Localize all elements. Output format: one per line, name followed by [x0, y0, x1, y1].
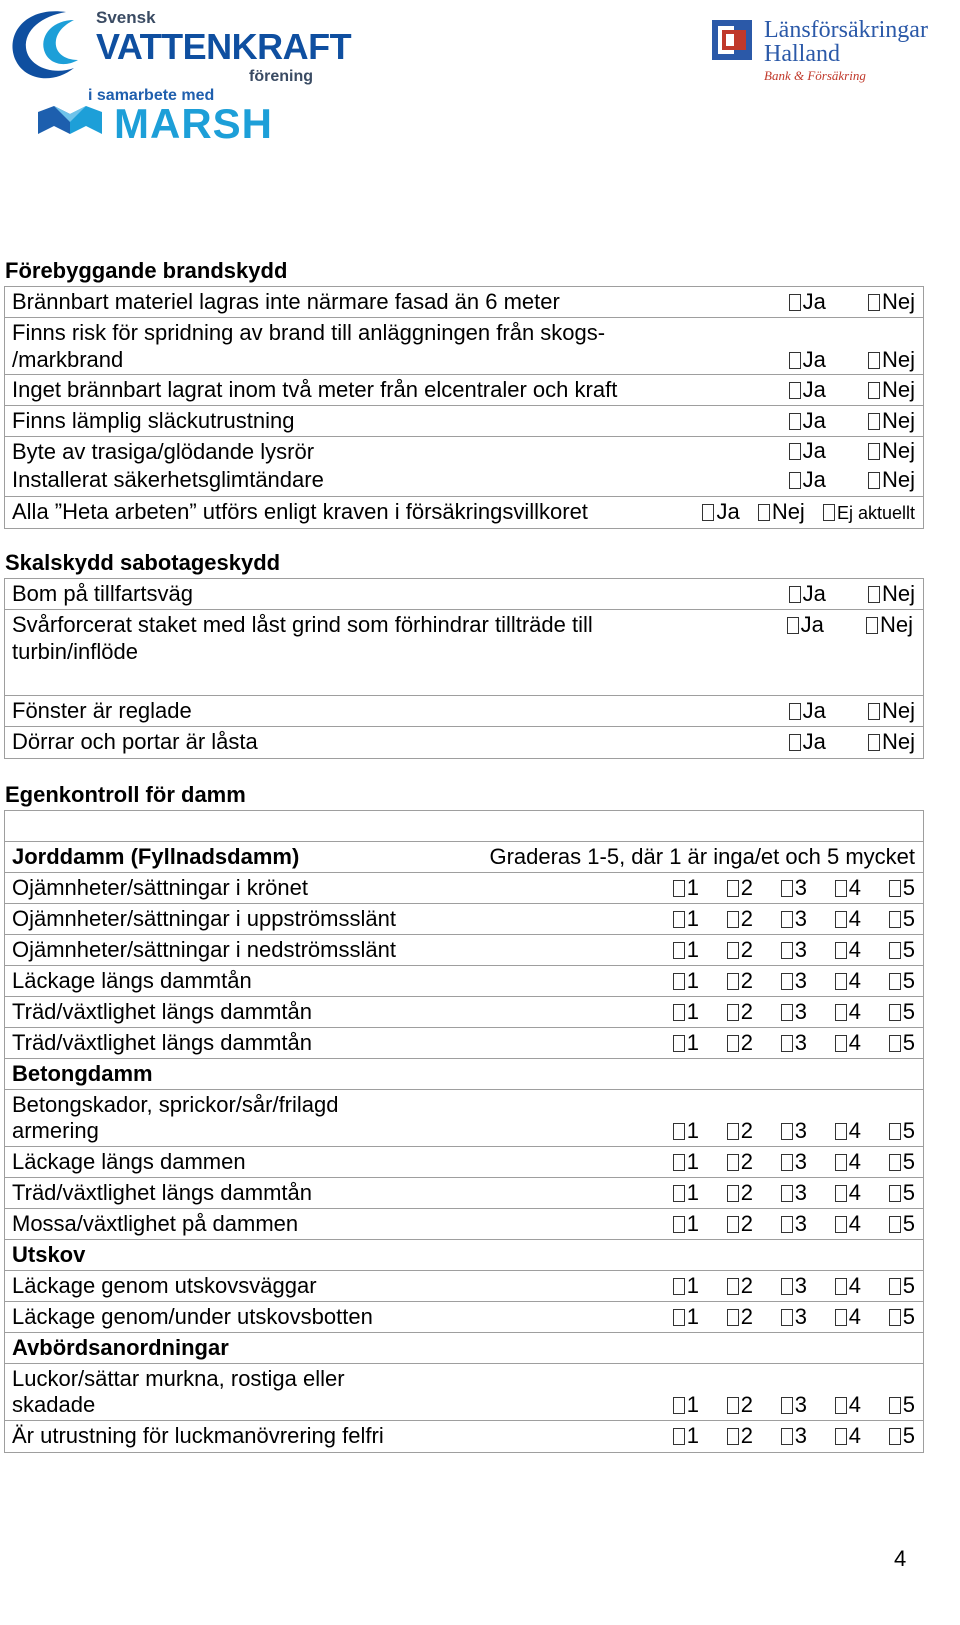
- option-ja[interactable]: Ja: [789, 376, 826, 404]
- scale-option-5[interactable]: 5: [861, 998, 915, 1026]
- scale-option-4[interactable]: 4: [807, 1148, 861, 1176]
- scale-option-1[interactable]: 1: [673, 1272, 699, 1300]
- scale-option-2[interactable]: 2: [699, 1303, 753, 1331]
- checkbox-icon[interactable]: [866, 617, 878, 634]
- option-ja[interactable]: Ja: [787, 611, 824, 639]
- scale-option-5[interactable]: 5: [861, 1117, 915, 1145]
- scale-option-3[interactable]: 3: [753, 1422, 807, 1450]
- checkbox-icon[interactable]: [673, 1185, 685, 1202]
- checkbox-icon[interactable]: [835, 1428, 847, 1445]
- table-row: [5, 1178, 923, 1209]
- table-row: [5, 873, 923, 904]
- scale-option-4[interactable]: 4: [807, 1303, 861, 1331]
- checkbox-icon[interactable]: [727, 880, 739, 897]
- option-nej[interactable]: Nej: [868, 407, 915, 435]
- row-label: Läckage längs dammtån: [12, 968, 252, 993]
- checkbox-icon[interactable]: [673, 880, 685, 897]
- scale-group: [673, 1148, 915, 1176]
- checkbox-icon[interactable]: [868, 352, 880, 369]
- table-spacer: [5, 811, 923, 842]
- scale-option-4[interactable]: 4: [807, 1391, 861, 1419]
- checkbox-icon[interactable]: [673, 942, 685, 959]
- scale-option-5[interactable]: 5: [861, 1148, 915, 1176]
- scale-option-3[interactable]: 3: [753, 1210, 807, 1238]
- row-label: Träd/växtlighet längs dammtån: [12, 1030, 312, 1055]
- option-nej[interactable]: Nej: [868, 376, 915, 404]
- table-row: [5, 1028, 923, 1059]
- scale-option-2[interactable]: 2: [699, 1029, 753, 1057]
- scale-option-5[interactable]: 5: [861, 905, 915, 933]
- checkbox-icon[interactable]: [781, 1154, 793, 1171]
- row-label-cont: skadade: [12, 1392, 96, 1417]
- checkbox-icon[interactable]: [868, 586, 880, 603]
- table-row: [5, 1302, 923, 1333]
- scale-option-4[interactable]: 4: [807, 1272, 861, 1300]
- checkbox-icon[interactable]: [673, 1004, 685, 1021]
- option-ja[interactable]: Ja: [789, 728, 826, 756]
- checkbox-icon[interactable]: [889, 1216, 901, 1233]
- scale-option-5[interactable]: 5: [861, 1179, 915, 1207]
- row-label: Betongskador, sprickor/sår/frilagd: [12, 1092, 339, 1117]
- scale-option-2[interactable]: 2: [699, 1272, 753, 1300]
- option-ja[interactable]: Ja: [789, 437, 826, 465]
- row-label: Läckage genom utskovsväggar: [12, 1273, 317, 1298]
- scale-option-3[interactable]: 3: [753, 1391, 807, 1419]
- scale-group: [673, 874, 915, 902]
- checkbox-icon[interactable]: [835, 1123, 847, 1140]
- checkbox-icon[interactable]: [727, 1123, 739, 1140]
- scale-option-4[interactable]: 4: [807, 905, 861, 933]
- checkbox-icon[interactable]: [727, 1154, 739, 1171]
- option-group: [789, 288, 915, 316]
- option-nej[interactable]: Nej: [868, 697, 915, 725]
- option-ej-aktuellt[interactable]: Ej aktuellt: [823, 499, 915, 527]
- row-label: Är utrustning för luckmanövrering felfri: [12, 1423, 384, 1448]
- option-ja[interactable]: Ja: [702, 498, 739, 526]
- page-number: 4: [894, 1546, 907, 1571]
- table-row: [5, 497, 923, 528]
- marsh-mark-icon: [36, 104, 106, 140]
- checkbox-icon[interactable]: [789, 294, 801, 311]
- scale-option-4[interactable]: 4: [807, 1179, 861, 1207]
- group-heading-row: [5, 842, 923, 873]
- scale-option-5[interactable]: 5: [861, 874, 915, 902]
- scale-note: Graderas 1-5, där 1 är inga/et och 5 mycket: [489, 844, 915, 869]
- table-row: [5, 406, 923, 437]
- checkbox-icon[interactable]: [823, 504, 835, 521]
- checkbox-icon[interactable]: [868, 413, 880, 430]
- row-label: Ojämnheter/sättningar i krönet: [12, 875, 308, 900]
- row-label: Luckor/sättar murkna, rostiga eller: [12, 1366, 345, 1391]
- row-label-cont: /markbrand: [12, 347, 124, 372]
- option-group: [702, 498, 915, 527]
- checkbox-icon[interactable]: [835, 1397, 847, 1414]
- scale-option-4[interactable]: 4: [807, 1029, 861, 1057]
- checkbox-icon[interactable]: [789, 472, 801, 489]
- table-row: [5, 727, 923, 758]
- checkbox-icon[interactable]: [789, 703, 801, 720]
- table-row: [5, 610, 923, 696]
- group-heading-row: [5, 1240, 923, 1271]
- row-label: Ojämnheter/sättningar i nedströmsslänt: [12, 937, 396, 962]
- group-heading: Betongdamm: [12, 1061, 153, 1086]
- option-ja[interactable]: Ja: [789, 580, 826, 608]
- checkbox-icon[interactable]: [889, 1278, 901, 1295]
- section-title-skalskydd: Skalskydd sabotageskydd: [5, 550, 281, 575]
- checkbox-icon[interactable]: [835, 880, 847, 897]
- scale-option-2[interactable]: 2: [699, 1210, 753, 1238]
- checkbox-icon[interactable]: [789, 734, 801, 751]
- table-row: [5, 1421, 923, 1452]
- group-heading: Utskov: [12, 1242, 86, 1267]
- scale-group: [673, 1179, 915, 1207]
- scale-option-1[interactable]: 1: [673, 1117, 699, 1145]
- scale-option-2[interactable]: 2: [699, 1391, 753, 1419]
- table-row: [5, 1271, 923, 1302]
- checkbox-icon[interactable]: [673, 973, 685, 990]
- row-label: Bom på tillfartsväg: [12, 581, 193, 606]
- scale-option-3[interactable]: 3: [753, 1272, 807, 1300]
- table-row: [5, 437, 923, 466]
- scale-option-4[interactable]: 4: [807, 1422, 861, 1450]
- scale-group: [673, 1422, 915, 1450]
- scale-option-5[interactable]: 5: [861, 1422, 915, 1450]
- scale-option-2[interactable]: 2: [699, 998, 753, 1026]
- checkbox-icon[interactable]: [727, 1035, 739, 1052]
- scale-group: [673, 1391, 915, 1419]
- group-heading-row: [5, 1333, 923, 1364]
- option-group: [789, 697, 915, 725]
- row-label: Inget brännbart lagrat inom två meter från elcentraler och kraft: [12, 377, 618, 402]
- checkbox-icon[interactable]: [673, 1123, 685, 1140]
- option-nej[interactable]: Nej: [868, 580, 915, 608]
- scale-option-3[interactable]: 3: [753, 936, 807, 964]
- table-row: [5, 287, 923, 318]
- option-ja[interactable]: Ja: [789, 466, 826, 494]
- table-row: [5, 579, 923, 610]
- checkbox-icon[interactable]: [673, 911, 685, 928]
- checkbox-icon[interactable]: [673, 1309, 685, 1326]
- row-label: Alla ”Heta arbeten” utförs enligt kraven i försäkringsvillkoret: [12, 499, 588, 524]
- checkbox-icon[interactable]: [781, 1216, 793, 1233]
- checkbox-icon[interactable]: [889, 973, 901, 990]
- checkbox-icon[interactable]: [889, 1154, 901, 1171]
- scale-group: [673, 905, 915, 933]
- checkbox-icon[interactable]: [868, 734, 880, 751]
- option-ja[interactable]: Ja: [789, 697, 826, 725]
- checkbox-icon[interactable]: [868, 382, 880, 399]
- svensk-vattenkraft-logo: [4, 4, 352, 147]
- scale-group: [673, 936, 915, 964]
- option-nej[interactable]: Nej: [868, 466, 915, 494]
- checkbox-icon[interactable]: [673, 1154, 685, 1171]
- option-group: [789, 346, 915, 374]
- row-label: Brännbart materiel lagras inte närmare fasad än 6 meter: [12, 289, 560, 314]
- checkbox-icon[interactable]: [889, 911, 901, 928]
- checkbox-icon[interactable]: [889, 942, 901, 959]
- logo-text-marsh: MARSH: [114, 100, 273, 147]
- checkbox-icon[interactable]: [758, 504, 770, 521]
- option-nej[interactable]: Nej: [868, 288, 915, 316]
- logo-text-bank-forsakring: Bank & Försäkring: [764, 68, 866, 83]
- table-row: [5, 966, 923, 997]
- row-label-cont: turbin/inflöde: [12, 639, 138, 664]
- checkbox-icon[interactable]: [727, 1397, 739, 1414]
- checkbox-icon[interactable]: [673, 1216, 685, 1233]
- checkbox-icon[interactable]: [727, 1185, 739, 1202]
- checkbox-icon[interactable]: [781, 1004, 793, 1021]
- checkbox-icon[interactable]: [868, 703, 880, 720]
- scale-option-4[interactable]: 4: [807, 874, 861, 902]
- checkbox-icon[interactable]: [835, 911, 847, 928]
- scale-option-1[interactable]: 1: [673, 1148, 699, 1176]
- option-ja[interactable]: Ja: [789, 407, 826, 435]
- scale-option-4[interactable]: 4: [807, 998, 861, 1026]
- option-nej[interactable]: Nej: [758, 498, 805, 526]
- scale-option-1[interactable]: 1: [673, 905, 699, 933]
- row-label: Finns lämplig släckutrustning: [12, 408, 295, 433]
- checkbox-icon[interactable]: [868, 443, 880, 460]
- checkbox-icon[interactable]: [889, 1185, 901, 1202]
- logo-text-lansforsakringar: Länsförsäkringar: [764, 17, 928, 43]
- checkbox-icon[interactable]: [835, 1004, 847, 1021]
- scale-option-5[interactable]: 5: [861, 936, 915, 964]
- checkbox-icon[interactable]: [781, 1397, 793, 1414]
- section-title-egenkontroll: Egenkontroll för damm: [5, 782, 246, 807]
- checkbox-icon[interactable]: [673, 1397, 685, 1414]
- checkbox-icon[interactable]: [727, 1309, 739, 1326]
- scale-option-3[interactable]: 3: [753, 998, 807, 1026]
- scale-option-1[interactable]: 1: [673, 1029, 699, 1057]
- vattenkraft-swirl-icon: [4, 6, 89, 86]
- checkbox-icon[interactable]: [889, 1428, 901, 1445]
- option-nej[interactable]: Nej: [868, 437, 915, 465]
- logo-text-vattenkraft: VATTENKRAFT: [96, 26, 352, 67]
- checkbox-icon[interactable]: [835, 942, 847, 959]
- section-title-brandskydd: Förebyggande brandskydd: [5, 258, 288, 283]
- scale-option-1[interactable]: 1: [673, 1210, 699, 1238]
- checkbox-icon[interactable]: [781, 1309, 793, 1326]
- logo-text-halland: Halland: [764, 41, 840, 67]
- lansforsakringar-logo: [712, 18, 952, 88]
- scale-option-2[interactable]: 2: [699, 874, 753, 902]
- checkbox-icon[interactable]: [727, 1004, 739, 1021]
- lansforsakringar-mark-icon: [712, 20, 756, 64]
- option-group: [787, 611, 913, 639]
- scale-option-3[interactable]: 3: [753, 1179, 807, 1207]
- scale-option-1[interactable]: 1: [673, 936, 699, 964]
- scale-option-1[interactable]: 1: [673, 1179, 699, 1207]
- scale-group: [673, 1303, 915, 1331]
- checkbox-icon[interactable]: [727, 911, 739, 928]
- checkbox-icon[interactable]: [889, 1035, 901, 1052]
- checkbox-icon[interactable]: [781, 973, 793, 990]
- row-label: Läckage längs dammen: [12, 1149, 246, 1174]
- option-nej[interactable]: Nej: [868, 346, 915, 374]
- checkbox-icon[interactable]: [781, 1035, 793, 1052]
- table-row: [5, 904, 923, 935]
- checkbox-icon[interactable]: [727, 942, 739, 959]
- checkbox-icon[interactable]: [889, 1397, 901, 1414]
- scale-option-2[interactable]: 2: [699, 1148, 753, 1176]
- option-group: [789, 376, 915, 404]
- option-group: [789, 437, 915, 465]
- checkbox-icon[interactable]: [889, 1309, 901, 1326]
- checkbox-icon[interactable]: [673, 1278, 685, 1295]
- group-heading-row: [5, 1059, 923, 1090]
- scale-option-1[interactable]: 1: [673, 874, 699, 902]
- row-label: Läckage genom/under utskovsbotten: [12, 1304, 373, 1329]
- scale-option-4[interactable]: 4: [807, 1117, 861, 1145]
- scale-group: [673, 1117, 915, 1145]
- row-label: Dörrar och portar är låsta: [12, 729, 258, 754]
- checkbox-icon[interactable]: [789, 443, 801, 460]
- group-heading: Jorddamm (Fyllnadsdamm): [12, 844, 300, 869]
- scale-option-3[interactable]: 3: [753, 905, 807, 933]
- scale-option-2[interactable]: 2: [699, 1117, 753, 1145]
- table-row: [5, 935, 923, 966]
- checkbox-icon[interactable]: [835, 1035, 847, 1052]
- logo-text-forening: förening: [249, 68, 313, 85]
- row-label: Träd/växtlighet längs dammtån: [12, 1180, 312, 1205]
- table-row: [5, 375, 923, 406]
- option-nej[interactable]: Nej: [866, 611, 913, 639]
- scale-option-3[interactable]: 3: [753, 1148, 807, 1176]
- checkbox-icon[interactable]: [781, 911, 793, 928]
- scale-group: [673, 998, 915, 1026]
- checkbox-icon[interactable]: [868, 294, 880, 311]
- row-label: Installerat säkerhetsglimtändare: [12, 467, 324, 492]
- checkbox-icon[interactable]: [781, 1278, 793, 1295]
- scale-option-5[interactable]: 5: [861, 967, 915, 995]
- scale-option-3[interactable]: 3: [753, 1029, 807, 1057]
- checkbox-icon[interactable]: [787, 617, 799, 634]
- scale-option-4[interactable]: 4: [807, 1210, 861, 1238]
- option-group: [789, 580, 915, 608]
- logo-text-samarbete: i samarbete med: [88, 87, 215, 104]
- option-group: [789, 728, 915, 756]
- checkbox-icon[interactable]: [781, 942, 793, 959]
- checkbox-icon[interactable]: [781, 1123, 793, 1140]
- option-nej[interactable]: Nej: [868, 728, 915, 756]
- scale-option-5[interactable]: 5: [861, 1029, 915, 1057]
- checkbox-icon[interactable]: [727, 1428, 739, 1445]
- checkbox-icon[interactable]: [835, 973, 847, 990]
- scale-group: [673, 967, 915, 995]
- table-row: [5, 1364, 923, 1421]
- checkbox-icon[interactable]: [835, 1154, 847, 1171]
- scale-option-1[interactable]: 1: [673, 1303, 699, 1331]
- scale-option-5[interactable]: 5: [861, 1303, 915, 1331]
- checkbox-icon[interactable]: [868, 472, 880, 489]
- scale-option-3[interactable]: 3: [753, 1117, 807, 1145]
- checkbox-icon[interactable]: [673, 1428, 685, 1445]
- option-group: [789, 407, 915, 435]
- row-label: Ojämnheter/sättningar i uppströmsslänt: [12, 906, 396, 931]
- option-group: [789, 466, 915, 494]
- row-label-cont: armering: [12, 1118, 99, 1143]
- checkbox-icon[interactable]: [789, 352, 801, 369]
- checkbox-icon[interactable]: [835, 1309, 847, 1326]
- checkbox-icon[interactable]: [789, 586, 801, 603]
- logo-text-svensk: Svensk: [96, 8, 156, 27]
- table-brandskydd: [4, 286, 924, 529]
- scale-option-5[interactable]: 5: [861, 1210, 915, 1238]
- scale-group: [673, 1210, 915, 1238]
- table-row: [5, 997, 923, 1028]
- scale-option-3[interactable]: 3: [753, 1303, 807, 1331]
- checkbox-icon[interactable]: [835, 1216, 847, 1233]
- checkbox-icon[interactable]: [781, 1428, 793, 1445]
- table-row: [5, 696, 923, 727]
- checkbox-icon[interactable]: [673, 1035, 685, 1052]
- table-row: [5, 1090, 923, 1147]
- scale-option-2[interactable]: 2: [699, 1179, 753, 1207]
- checkbox-icon[interactable]: [781, 880, 793, 897]
- group-heading: Avbördsanordningar: [12, 1335, 229, 1360]
- scale-option-4[interactable]: 4: [807, 967, 861, 995]
- scale-group: [673, 1029, 915, 1057]
- row-label: Svårforcerat staket med låst grind som förhindrar tillträde till: [12, 612, 593, 637]
- scale-option-5[interactable]: 5: [861, 1272, 915, 1300]
- checkbox-icon[interactable]: [781, 1185, 793, 1202]
- scale-option-1[interactable]: 1: [673, 967, 699, 995]
- checkbox-icon[interactable]: [889, 880, 901, 897]
- table-row: [5, 1147, 923, 1178]
- scale-option-3[interactable]: 3: [753, 967, 807, 995]
- table-egenkontroll: [4, 810, 924, 1453]
- checkbox-icon[interactable]: [835, 1185, 847, 1202]
- checkbox-icon[interactable]: [889, 1123, 901, 1140]
- table-row: [5, 1209, 923, 1240]
- scale-option-2[interactable]: 2: [699, 1422, 753, 1450]
- scale-option-1[interactable]: 1: [673, 1422, 699, 1450]
- table-row: [5, 318, 923, 375]
- table-skalskydd: [4, 578, 924, 759]
- scale-option-2[interactable]: 2: [699, 967, 753, 995]
- checkbox-icon[interactable]: [789, 413, 801, 430]
- checkbox-icon[interactable]: [727, 973, 739, 990]
- scale-option-2[interactable]: 2: [699, 905, 753, 933]
- checkbox-icon[interactable]: [727, 1216, 739, 1233]
- scale-group: [673, 1272, 915, 1300]
- row-label: Fönster är reglade: [12, 698, 192, 723]
- option-ja[interactable]: Ja: [789, 346, 826, 374]
- checkbox-icon[interactable]: [889, 1004, 901, 1021]
- checkbox-icon[interactable]: [789, 382, 801, 399]
- table-row: [5, 466, 923, 497]
- checkbox-icon[interactable]: [727, 1278, 739, 1295]
- checkbox-icon[interactable]: [835, 1278, 847, 1295]
- scale-option-3[interactable]: 3: [753, 874, 807, 902]
- scale-option-4[interactable]: 4: [807, 936, 861, 964]
- scale-option-1[interactable]: 1: [673, 1391, 699, 1419]
- scale-option-2[interactable]: 2: [699, 936, 753, 964]
- row-label: Träd/växtlighet längs dammtån: [12, 999, 312, 1024]
- row-label: Mossa/växtlighet på dammen: [12, 1211, 299, 1236]
- row-label: Finns risk för spridning av brand till anläggningen från skogs-: [12, 320, 606, 345]
- scale-option-5[interactable]: 5: [861, 1391, 915, 1419]
- row-label: Byte av trasiga/glödande lysrör: [12, 439, 315, 464]
- option-ja[interactable]: Ja: [789, 288, 826, 316]
- checkbox-icon[interactable]: [702, 504, 714, 521]
- scale-option-1[interactable]: 1: [673, 998, 699, 1026]
